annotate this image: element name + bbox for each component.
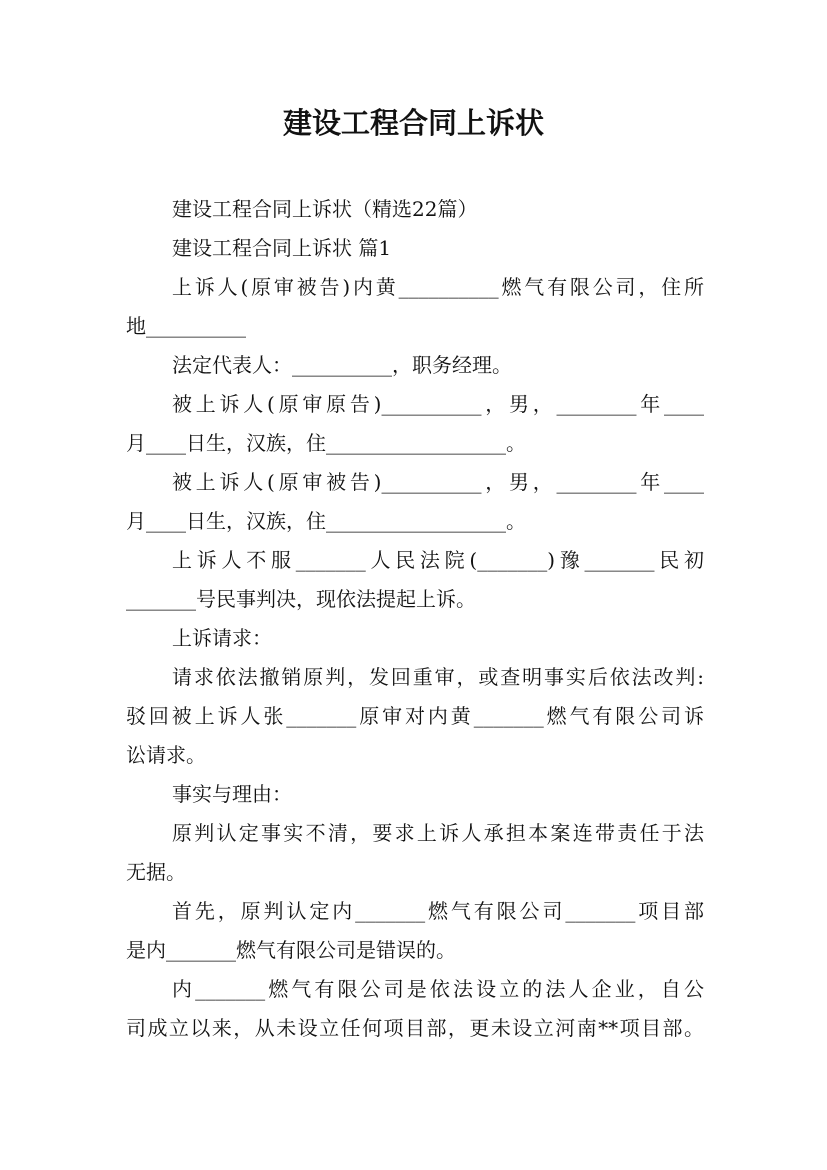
text-line: 月____日生，汉族，住__________________。	[126, 431, 526, 455]
text-line: 司成立以来，从未设立任何项目部，更未设立河南**项目部。	[126, 1016, 704, 1040]
text-line: 无据。	[126, 860, 186, 884]
document-title: 建设工程合同上诉状	[282, 106, 544, 140]
document-body	[126, 190, 704, 1048]
text-line: 被上诉人(原审被告)__________，男，________年____	[172, 470, 704, 494]
text-line: 法定代表人：__________，职务经理。	[172, 353, 512, 377]
text-line: 内_______燃气有限公司是依法设立的法人企业，自公	[172, 977, 704, 1001]
text-line: 上诉人(原审被告)内黄__________燃气有限公司，住所	[172, 275, 704, 299]
text-line: 首先，原判认定内_______燃气有限公司_______项目部	[172, 899, 704, 923]
text-line: 上诉请求：	[172, 626, 272, 650]
text-line: 月____日生，汉族，住__________________。	[126, 509, 526, 533]
text-line: 被上诉人(原审原告)__________，男，________年____	[172, 392, 704, 416]
text-line: 建设工程合同上诉状（精选22篇）	[172, 197, 478, 221]
text-line: 驳回被上诉人张_______原审对内黄_______燃气有限公司诉	[126, 704, 704, 728]
text-line: _______号民事判决，现依法提起上诉。	[126, 587, 476, 611]
text-line: 上诉人不服_______人民法院(_______)豫_______民初	[172, 548, 704, 572]
text-line: 地__________	[126, 314, 246, 338]
text-line: 讼请求。	[126, 743, 206, 767]
text-line: 原判认定事实不清，要求上诉人承担本案连带责任于法	[172, 821, 704, 845]
text-line: 是内_______燃气有限公司是错误的。	[126, 938, 456, 962]
text-line: 请求依法撤销原判，发回重审，或查明事实后依法改判:	[172, 665, 704, 689]
text-line: 建设工程合同上诉状 篇1	[172, 236, 392, 260]
text-line: 事实与理由：	[172, 782, 292, 806]
